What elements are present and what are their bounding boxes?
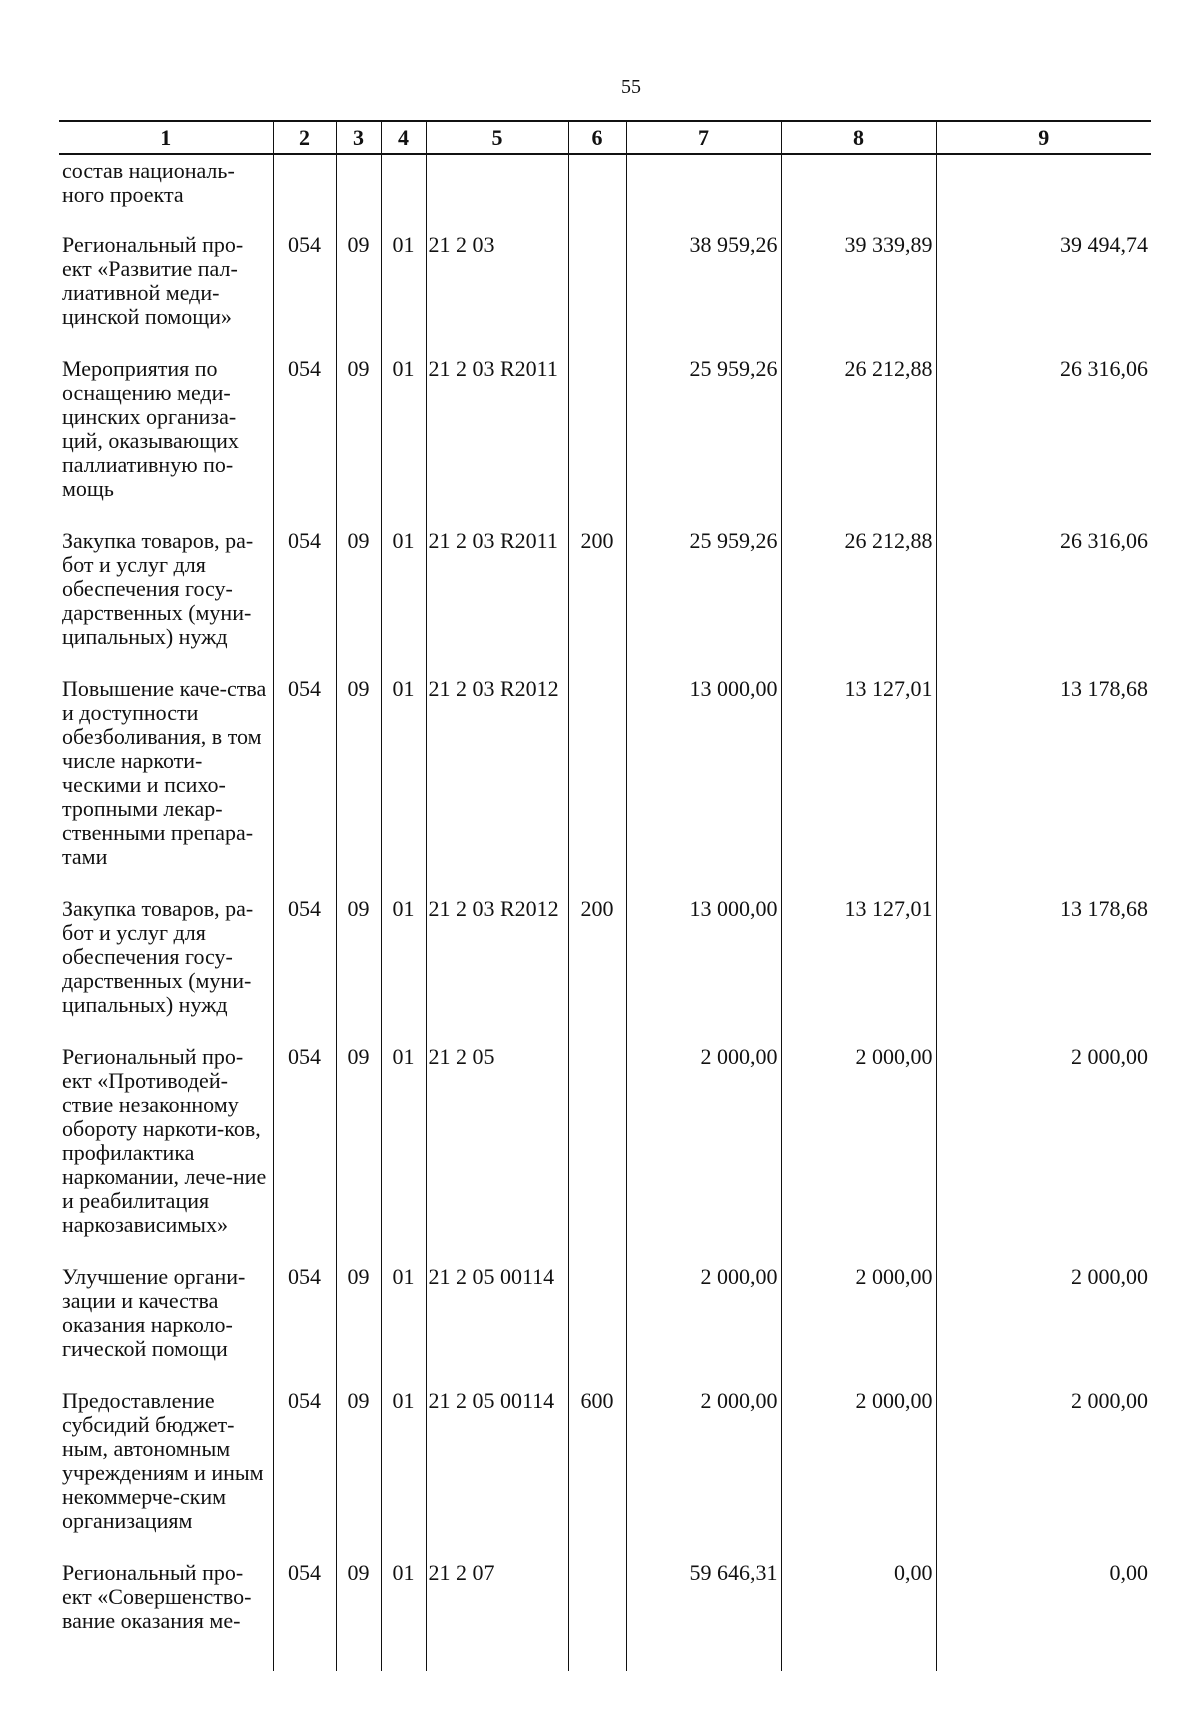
item-name-cell: Предоставление субсидий бюджет-ным, автономным учреждениям и иным некоммерче-ским организациям — [62, 1388, 264, 1533]
table-row — [59, 1375, 1151, 1547]
amount-year3-cell: 0,00 — [936, 1547, 1151, 1671]
column-header: 7 — [626, 121, 781, 154]
section-cell: 09 — [336, 515, 381, 663]
amount-year3-cell: 13 178,68 — [936, 663, 1151, 883]
subsection-cell: 01 — [381, 883, 426, 1031]
item-name-cell: состав националь-ного проекта — [62, 158, 235, 207]
target-article-cell — [426, 154, 568, 219]
table-row — [59, 883, 1151, 1031]
item-name-cell: Региональный про-ект «Противодей-ствие незаконному обороту наркоти-ков, профилактика наркомании, лече-ние и реабилитация наркозависимых» — [62, 1044, 267, 1237]
column-header: 6 — [568, 121, 626, 154]
expense-type-cell: 200 — [568, 883, 626, 1031]
ministry-cell: 054 — [273, 515, 336, 663]
amount-year2-cell: 26 212,88 — [781, 343, 936, 515]
table-row — [59, 1251, 1151, 1375]
expense-type-cell: 200 — [568, 515, 626, 663]
amount-year3-cell: 2 000,00 — [936, 1251, 1151, 1375]
table-row — [59, 1547, 1151, 1671]
item-name-cell: Улучшение органи-зации и качества оказания нарколо-гической помощи — [62, 1264, 246, 1361]
subsection-cell: 01 — [381, 1031, 426, 1251]
amount-year1-cell: 59 646,31 — [626, 1547, 781, 1671]
amount-year2-cell: 2 000,00 — [781, 1251, 936, 1375]
target-article-cell: 21 2 03 R2011 — [426, 343, 568, 515]
table-row — [59, 515, 1151, 663]
ministry-cell: 054 — [273, 883, 336, 1031]
target-article-cell: 21 2 05 00114 — [426, 1375, 568, 1547]
item-name-cell: Региональный про-ект «Совершенство-вание оказания ме- — [62, 1560, 252, 1633]
ministry-cell — [273, 154, 336, 219]
item-name-cell: Региональный про-ект «Развитие пал-лиативной меди-цинской помощи» — [62, 232, 244, 329]
target-article-cell: 21 2 03 — [426, 219, 568, 343]
subsection-cell: 01 — [381, 1375, 426, 1547]
ministry-cell: 054 — [273, 343, 336, 515]
amount-year3-cell: 2 000,00 — [936, 1031, 1151, 1251]
section-cell — [336, 154, 381, 219]
column-header: 5 — [426, 121, 568, 154]
column-header: 1 — [59, 121, 273, 154]
expense-type-cell — [568, 343, 626, 515]
amount-year1-cell: 2 000,00 — [626, 1375, 781, 1547]
expense-type-cell: 600 — [568, 1375, 626, 1547]
column-header: 9 — [936, 121, 1151, 154]
expense-type-cell — [568, 1547, 626, 1671]
item-name-cell: Закупка товаров, ра-бот и услуг для обеспечения госу-дарственных (муни-ципальных) нужд — [62, 896, 254, 1017]
column-header: 2 — [273, 121, 336, 154]
expense-type-cell — [568, 663, 626, 883]
subsection-cell: 01 — [381, 663, 426, 883]
table-row — [59, 219, 1151, 343]
ministry-cell: 054 — [273, 1547, 336, 1671]
target-article-cell: 21 2 07 — [426, 1547, 568, 1671]
ministry-cell: 054 — [273, 1251, 336, 1375]
ministry-cell: 054 — [273, 219, 336, 343]
amount-year3-cell: 26 316,06 — [936, 343, 1151, 515]
ministry-cell: 054 — [273, 1375, 336, 1547]
subsection-cell: 01 — [381, 343, 426, 515]
amount-year2-cell: 39 339,89 — [781, 219, 936, 343]
header-row — [59, 121, 1151, 154]
expense-type-cell — [568, 219, 626, 343]
expense-type-cell — [568, 1031, 626, 1251]
amount-year3-cell — [936, 154, 1151, 219]
section-cell: 09 — [336, 1375, 381, 1547]
target-article-cell: 21 2 05 — [426, 1031, 568, 1251]
column-header: 3 — [336, 121, 381, 154]
item-name-cell: Закупка товаров, ра-бот и услуг для обеспечения госу-дарственных (муни-ципальных) нужд — [62, 528, 254, 649]
item-name-cell: Мероприятия по оснащению меди-цинских организа-ций, оказывающих паллиативную по-мощь — [62, 356, 239, 501]
item-name-cell: Повышение каче-ства и доступности обезболивания, в том числе наркоти-ческими и психо-тропными лекар-ственными препара-тами — [62, 676, 267, 869]
amount-year3-cell: 26 316,06 — [936, 515, 1151, 663]
ministry-cell: 054 — [273, 663, 336, 883]
amount-year2-cell: 13 127,01 — [781, 663, 936, 883]
target-article-cell: 21 2 03 R2011 — [426, 515, 568, 663]
subsection-cell: 01 — [381, 1251, 426, 1375]
section-cell: 09 — [336, 343, 381, 515]
ministry-cell: 054 — [273, 1031, 336, 1251]
expense-type-cell — [568, 1251, 626, 1375]
amount-year2-cell: 0,00 — [781, 1547, 936, 1671]
section-cell: 09 — [336, 1251, 381, 1375]
table-row — [59, 154, 1151, 219]
amount-year3-cell: 2 000,00 — [936, 1375, 1151, 1547]
target-article-cell: 21 2 05 00114 — [426, 1251, 568, 1375]
amount-year2-cell: 13 127,01 — [781, 883, 936, 1031]
section-cell: 09 — [336, 1031, 381, 1251]
expense-type-cell — [568, 154, 626, 219]
table-row — [59, 663, 1151, 883]
subsection-cell — [381, 154, 426, 219]
table-row — [59, 1031, 1151, 1251]
subsection-cell: 01 — [381, 515, 426, 663]
page-number: 55 — [621, 76, 641, 98]
amount-year1-cell: 25 959,26 — [626, 343, 781, 515]
amount-year2-cell — [781, 154, 936, 219]
budget-table — [59, 120, 1151, 1671]
section-cell: 09 — [336, 663, 381, 883]
amount-year1-cell — [626, 154, 781, 219]
amount-year2-cell: 26 212,88 — [781, 515, 936, 663]
section-cell: 09 — [336, 1547, 381, 1671]
amount-year1-cell: 2 000,00 — [626, 1251, 781, 1375]
amount-year3-cell: 13 178,68 — [936, 883, 1151, 1031]
amount-year1-cell: 2 000,00 — [626, 1031, 781, 1251]
column-header: 8 — [781, 121, 936, 154]
amount-year2-cell: 2 000,00 — [781, 1031, 936, 1251]
subsection-cell: 01 — [381, 1547, 426, 1671]
amount-year1-cell: 13 000,00 — [626, 883, 781, 1031]
target-article-cell: 21 2 03 R2012 — [426, 883, 568, 1031]
subsection-cell: 01 — [381, 219, 426, 343]
table-row — [59, 343, 1151, 515]
amount-year1-cell: 38 959,26 — [626, 219, 781, 343]
amount-year2-cell: 2 000,00 — [781, 1375, 936, 1547]
section-cell: 09 — [336, 883, 381, 1031]
table-body — [59, 154, 1151, 1671]
amount-year3-cell: 39 494,74 — [936, 219, 1151, 343]
target-article-cell: 21 2 03 R2012 — [426, 663, 568, 883]
section-cell: 09 — [336, 219, 381, 343]
amount-year1-cell: 25 959,26 — [626, 515, 781, 663]
column-header: 4 — [381, 121, 426, 154]
amount-year1-cell: 13 000,00 — [626, 663, 781, 883]
table-header — [59, 121, 1151, 154]
